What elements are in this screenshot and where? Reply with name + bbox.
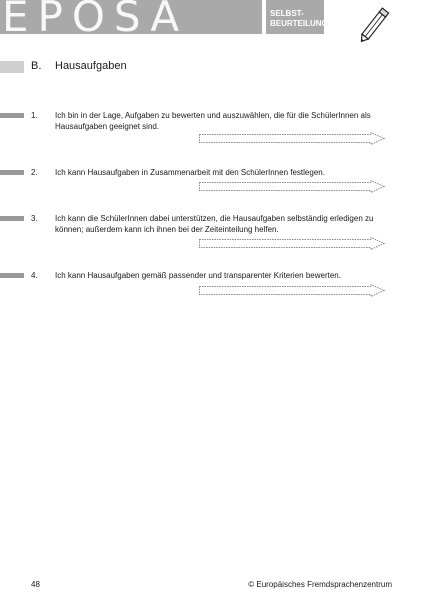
item-number: 2. <box>31 168 38 177</box>
header-bar <box>0 0 262 34</box>
item-text: Ich bin in der Lage, Aufgaben zu bewerten und auszuwählen, die für die SchülerInnen als Hausaufgaben geeignet sind. <box>55 111 371 131</box>
pencil-icon <box>353 2 397 46</box>
item-bar <box>0 113 24 118</box>
item-text: Ich kann die SchülerInnen dabei unterstützen, die Hausaufgaben selbständig erledigen zu können; außerdem kann ich ihnen bei der Zeiteinteilung helfen. <box>55 214 374 234</box>
rating-arrow[interactable] <box>199 132 385 145</box>
rating-arrow[interactable] <box>199 284 385 297</box>
eposa-logo: EPOSA <box>2 0 189 34</box>
section-tab <box>0 61 24 73</box>
page-number: 48 <box>31 580 40 589</box>
item-bar <box>0 273 24 278</box>
header-label-line1: SELBST- <box>270 9 304 18</box>
rating-arrow[interactable] <box>199 180 385 193</box>
header-label-line2: BEURTEILUNG <box>270 19 328 28</box>
item-number: 1. <box>31 111 38 120</box>
section-title: Hausaufgaben <box>55 60 127 72</box>
item-bar <box>0 216 24 221</box>
section-letter: B. <box>31 60 42 72</box>
item-number: 3. <box>31 214 38 223</box>
item-number: 4. <box>31 271 38 280</box>
item-bar <box>0 170 24 175</box>
item-text: Ich kann Hausaufgaben gemäß passender und transparenter Kriterien bewerten. <box>55 271 341 280</box>
rating-arrow[interactable] <box>199 237 385 250</box>
copyright-notice: © Europäisches Fremdsprachenzentrum <box>248 580 392 589</box>
item-text: Ich kann Hausaufgaben in Zusammenarbeit mit den SchülerInnen festlegen. <box>55 168 325 177</box>
